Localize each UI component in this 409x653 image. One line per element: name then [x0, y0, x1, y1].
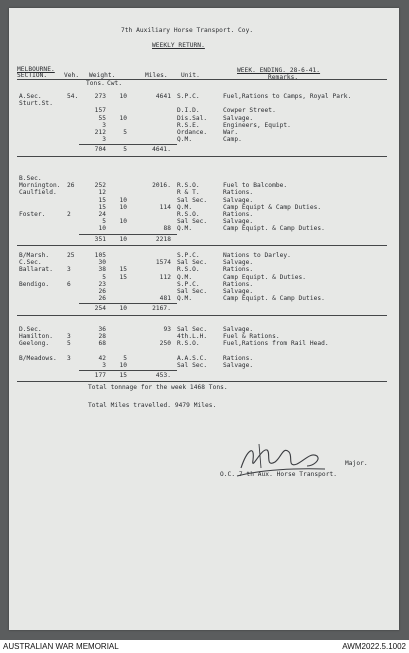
row-cell-unit: A.A.S.C.	[177, 354, 208, 362]
total-tonnage-line: Total tonnage for the week 1468 Tons.	[88, 384, 228, 391]
row-cell-section: C.Sec.	[19, 259, 42, 267]
row-cell-remarks: War.	[223, 129, 239, 136]
row-cell-remarks: Salvage.	[223, 326, 254, 333]
total-cell-tons: 351	[94, 235, 106, 243]
row-cell-tons: 252	[94, 182, 106, 190]
row-cell-section: Caulfield.	[19, 189, 57, 197]
row-cell-cwt: 10	[119, 218, 127, 226]
section-separator	[17, 245, 387, 246]
row-cell-section: Bendigo.	[19, 280, 50, 288]
row-cell-remarks: Salvage.	[223, 362, 254, 369]
row-cell-remarks: Salvage.	[223, 196, 254, 204]
row-cell-tons: 23	[98, 280, 106, 288]
total-cell-cwt: 15	[119, 372, 127, 380]
row-cell-remarks: Rations.	[223, 266, 254, 274]
row-cell-unit: R & T.	[177, 189, 200, 197]
row-cell-unit: R.S.O.	[177, 211, 200, 218]
row-cell-section: Mornington.	[19, 182, 61, 190]
row-cell-remarks: Fuel to Balcombe.	[223, 182, 288, 190]
document-title: 7th Auxiliary Horse Transport. Coy.	[121, 27, 254, 34]
row-cell-unit: Dis.Sal.	[177, 114, 208, 122]
signatory-rank: Major.	[345, 460, 368, 467]
row-cell-miles: 114	[159, 203, 171, 211]
signatory-title: O.C. 7 th Aux. Horse Transport.	[220, 471, 338, 478]
total-cell-tons: 704	[94, 146, 106, 154]
header-section: SECTION.	[17, 72, 48, 79]
row-cell-veh: 3	[67, 333, 71, 341]
subtotal-rule	[79, 303, 177, 304]
row-cell-remarks: Camp Equipt & Camp Duties.	[223, 203, 322, 211]
header-rule	[17, 79, 387, 80]
row-cell-remarks: Fuel & Rations.	[223, 333, 280, 341]
row-cell-remarks: Rations.	[223, 280, 254, 288]
row-cell-unit: Sal Sec.	[177, 196, 208, 204]
row-cell-remarks: Rations.	[223, 354, 254, 362]
header-veh: Veh.	[64, 72, 80, 79]
week-ending-label: WEEK. ENDING. 28-6-41.	[237, 67, 321, 74]
row-cell-remarks: Rations.	[223, 211, 254, 218]
row-cell-unit: R.S.E.	[177, 121, 200, 129]
row-cell-unit: S.P.C.	[177, 252, 200, 259]
row-cell-unit: 4th.L.H.	[177, 333, 208, 341]
total-cell-tons: 177	[94, 372, 106, 380]
row-cell-unit: Q.M.	[177, 273, 193, 281]
row-cell-tons: 3	[102, 136, 106, 144]
row-cell-unit: D.I.D.	[177, 107, 200, 115]
row-cell-unit: R.S.O.	[177, 182, 200, 190]
row-cell-remarks: Camp Equipt. & Camp Duties.	[223, 295, 325, 303]
row-cell-unit: R.S.O.	[177, 266, 200, 274]
total-cell-miles: 2218	[155, 235, 171, 243]
row-cell-tons: 15	[98, 203, 106, 211]
row-cell-tons: 55	[98, 114, 106, 122]
row-cell-miles: 250	[159, 340, 171, 348]
row-cell-remarks: Fuel,Rations from Rail Head.	[223, 340, 329, 348]
row-cell-unit: Q.M.	[177, 295, 193, 303]
row-cell-tons: 5	[102, 218, 106, 226]
document-sheet	[9, 8, 399, 630]
row-cell-miles: 93	[163, 326, 171, 333]
row-cell-remarks: Camp Equipt. & Camp Duties.	[223, 225, 325, 233]
row-cell-unit: Sal Sec.	[177, 288, 208, 295]
row-cell-tons: 30	[98, 259, 106, 267]
header-weight: Weight.	[89, 72, 116, 79]
row-cell-tons: 105	[94, 252, 106, 259]
row-cell-cwt: 15	[119, 266, 127, 274]
row-cell-remarks: Salvage.	[223, 288, 254, 295]
total-cell-cwt: 10	[119, 305, 127, 313]
row-cell-unit: Ordance.	[177, 129, 208, 136]
row-cell-unit: S.P.C.	[177, 280, 200, 288]
row-cell-section: D.Sec.	[19, 326, 42, 333]
row-cell-cwt: 10	[119, 196, 127, 204]
row-cell-tons: 212	[94, 129, 106, 136]
total-cell-tons: 254	[94, 305, 106, 313]
row-cell-tons: 10	[98, 225, 106, 233]
header-tons: Tons.	[86, 80, 105, 87]
row-cell-unit: Q.M.	[177, 225, 193, 233]
row-cell-miles: 88	[163, 225, 171, 233]
row-cell-tons: 3	[102, 362, 106, 369]
archive-footer	[0, 640, 409, 653]
row-cell-remarks: Camp Equipt. & Duties.	[223, 273, 307, 281]
total-cell-cwt: 5	[123, 146, 127, 154]
total-cell-miles: 453.	[155, 372, 171, 380]
row-cell-miles: 2016.	[152, 182, 171, 190]
row-cell-section: A.Sec.	[19, 93, 42, 100]
row-cell-section: B/Meadows.	[19, 354, 57, 362]
row-cell-section: Hamilton.	[19, 333, 53, 341]
row-cell-remarks: Salvage.	[223, 259, 254, 267]
total-cell-miles: 4641.	[152, 146, 171, 154]
footer-institution: AUSTRALIAN WAR MEMORIAL	[3, 642, 119, 651]
row-cell-veh: 3	[67, 266, 71, 274]
section-separator	[17, 156, 387, 157]
row-cell-tons: 26	[98, 288, 106, 295]
row-cell-remarks: Engineers, Equipt.	[223, 121, 291, 129]
row-cell-tons: 28	[98, 333, 106, 341]
subtotal-rule	[79, 144, 177, 145]
row-cell-tons: 36	[98, 326, 106, 333]
row-cell-cwt: 10	[119, 203, 127, 211]
row-cell-remarks: Rations.	[223, 189, 254, 197]
row-cell-tons: 157	[94, 107, 106, 115]
location-label: MELBOURNE.	[17, 66, 55, 73]
row-cell-remarks: Salvage.	[223, 114, 254, 122]
row-cell-section: B.Sec.	[19, 175, 42, 182]
total-miles-line: Total Miles travelled. 9479 Miles.	[88, 402, 217, 409]
row-cell-veh: 5	[67, 340, 71, 348]
row-cell-cwt: 5	[123, 129, 127, 136]
header-unit: Unit.	[181, 72, 200, 79]
row-cell-unit: Sal Sec.	[177, 326, 208, 333]
row-cell-veh: 26	[67, 182, 75, 190]
row-cell-section: Foster.	[19, 211, 46, 218]
row-cell-tons: 68	[98, 340, 106, 348]
header-remarks: Remarks.	[268, 74, 299, 81]
header-cwt: Cwt.	[107, 80, 123, 87]
row-cell-unit: Q.M.	[177, 136, 193, 144]
subtotal-rule	[79, 370, 177, 371]
row-cell-remarks: Salvage.	[223, 218, 254, 226]
row-cell-miles: 112	[159, 273, 171, 281]
row-cell-unit: R.S.O.	[177, 340, 200, 348]
row-cell-tons: 15	[98, 196, 106, 204]
section-separator	[17, 315, 387, 316]
total-cell-cwt: 10	[119, 235, 127, 243]
row-cell-miles: 481	[159, 295, 171, 303]
row-cell-tons: 24	[98, 211, 106, 218]
row-cell-veh: 6	[67, 280, 71, 288]
row-cell-tons: 38	[98, 266, 106, 274]
row-cell-veh: 25	[67, 252, 75, 259]
row-cell-remarks: Camp.	[223, 136, 242, 144]
row-cell-cwt: 10	[119, 362, 127, 369]
row-cell-miles: 4641	[155, 93, 171, 100]
row-cell-veh: 3	[67, 354, 71, 362]
row-cell-cwt: 15	[119, 273, 127, 281]
row-cell-unit: Q.M.	[177, 203, 193, 211]
document-subtitle: WEEKLY RETURN.	[152, 42, 205, 49]
row-cell-section: Ballarat.	[19, 266, 53, 274]
row-cell-tons: 26	[98, 295, 106, 303]
row-cell-veh: 54.	[67, 93, 79, 100]
row-cell-unit: Sal Sec.	[177, 362, 208, 369]
row-cell-cwt: 10	[119, 114, 127, 122]
total-cell-miles: 2167.	[152, 305, 171, 313]
footer-accession-number: AWM2022.5.1002	[342, 642, 406, 651]
row-cell-remarks: Cowper Street.	[223, 107, 276, 115]
row-cell-tons: 5	[102, 273, 106, 281]
row-cell-section: Geelong.	[19, 340, 50, 348]
row-cell-tons: 42	[98, 354, 106, 362]
row-cell-cwt: 5	[123, 354, 127, 362]
section-separator	[17, 381, 387, 382]
row-cell-section: Sturt.St.	[19, 100, 53, 108]
row-cell-veh: 2	[67, 211, 71, 218]
row-cell-tons: 3	[102, 121, 106, 129]
row-cell-tons: 12	[98, 189, 106, 197]
header-miles: Miles.	[145, 72, 168, 79]
row-cell-cwt: 10	[119, 93, 127, 100]
row-cell-remarks: Nations to Darley.	[223, 252, 291, 259]
row-cell-unit: Sal Sec.	[177, 218, 208, 226]
row-cell-unit: Sal Sec.	[177, 259, 208, 267]
row-cell-section: B/Marsh.	[19, 252, 50, 259]
subtotal-rule	[79, 234, 177, 235]
row-cell-miles: 1574	[155, 259, 171, 267]
row-cell-tons: 273	[94, 93, 106, 100]
row-cell-remarks: Fuel,Rations to Camps, Royal Park.	[223, 93, 352, 100]
row-cell-unit: S.P.C.	[177, 93, 200, 100]
